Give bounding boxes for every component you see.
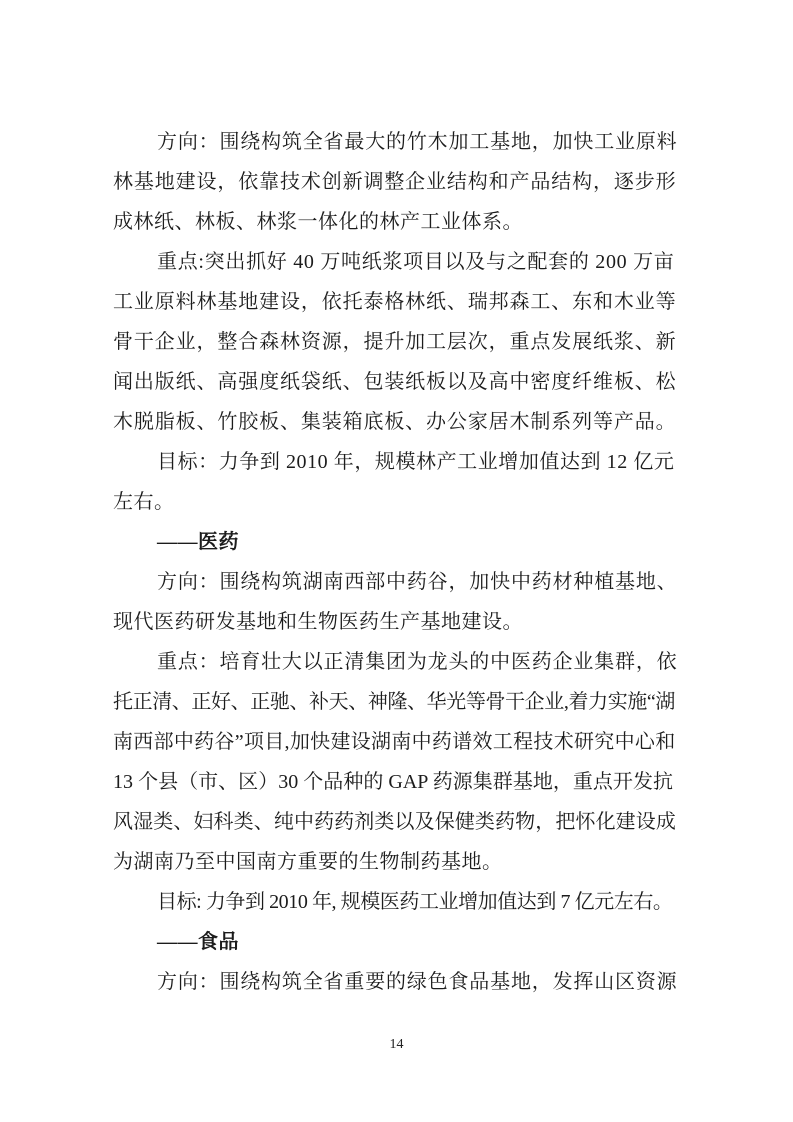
paragraph-text-line bbox=[113, 882, 690, 922]
text-run: 木脱脂板、竹胶板、集装箱底板、办公家居木制系列等产品。 bbox=[113, 411, 677, 433]
text-run: ——医药 bbox=[157, 531, 239, 553]
document-body bbox=[113, 122, 690, 1002]
paragraph-text-line bbox=[113, 762, 690, 802]
paragraph-text-line bbox=[113, 442, 690, 482]
paragraph-text-line bbox=[113, 682, 690, 722]
text-run: 目标: 力争到 2010 年, 规模医药工业增加值达到 7 亿元左右。 bbox=[157, 891, 673, 913]
text-run: 为湖南乃至中国南方重要的生物制药基地。 bbox=[113, 851, 503, 873]
text-run: ——食品 bbox=[157, 931, 239, 953]
text-run: 风湿类、妇科类、纯中药药剂类以及保健类药物，把怀化建设成 bbox=[113, 811, 676, 833]
paragraph-text-line bbox=[113, 602, 690, 642]
text-run: 左右。 bbox=[113, 491, 175, 513]
text-run: 重点：培育壮大以正清集团为龙头的中医药企业集群，依 bbox=[157, 651, 678, 673]
paragraph-text-line bbox=[113, 122, 690, 162]
page-number: 14 bbox=[389, 1037, 404, 1052]
paragraph-text-line bbox=[113, 722, 690, 762]
paragraph-text-line bbox=[113, 962, 690, 1002]
text-run: 成林纸、林板、林浆一体化的林产工业体系。 bbox=[113, 211, 523, 233]
paragraph-text-line bbox=[113, 562, 690, 602]
text-run: 方向：围绕构筑湖南西部中药谷，加快中药材种植基地、 bbox=[157, 571, 678, 593]
paragraph-text-line bbox=[113, 322, 690, 362]
text-run: 骨干企业，整合森林资源，提升加工层次，重点发展纸浆、新 bbox=[113, 331, 677, 353]
paragraph-text-line bbox=[113, 642, 690, 682]
text-run: 方向：围绕构筑全省重要的绿色食品基地，发挥山区资源 bbox=[157, 971, 678, 993]
section-heading-line bbox=[113, 522, 690, 562]
text-run: 现代医药研发基地和生物医药生产基地建设。 bbox=[113, 611, 523, 633]
paragraph-text-line bbox=[113, 482, 690, 522]
paragraph-text-line bbox=[113, 402, 690, 442]
paragraph-text-line bbox=[113, 802, 690, 842]
paragraph-text-line bbox=[113, 842, 690, 882]
section-heading-line bbox=[113, 922, 690, 962]
text-run: 方向：围绕构筑全省最大的竹木加工基地，加快工业原料 bbox=[157, 131, 678, 153]
text-run: 13 个县（市、区）30 个品种的 GAP 药源集群基地，重点开发抗 bbox=[113, 771, 673, 793]
text-run: 目标：力争到 2010 年，规模林产工业增加值达到 12 亿元 bbox=[157, 451, 675, 473]
text-run: 闻出版纸、高强度纸袋纸、包装纸板以及高中密度纤维板、松 bbox=[113, 371, 677, 393]
text-run: 重点:突出抓好 40 万吨纸浆项目以及与之配套的 200 万亩 bbox=[157, 251, 675, 273]
text-run: 托正清、正好、正驰、补天、神隆、华光等骨干企业,着力实施“湖 bbox=[113, 691, 675, 713]
paragraph-text-line bbox=[113, 282, 690, 322]
paragraph-text-line bbox=[113, 202, 690, 242]
paragraph-text-line bbox=[113, 242, 690, 282]
paragraph-text-line bbox=[113, 162, 690, 202]
text-run: 南西部中药谷”项目,加快建设湖南中药谱效工程技术研究中心和 bbox=[113, 731, 676, 753]
text-run: 工业原料林基地建设，依托泰格林纸、瑞邦森工、东和木业等 bbox=[113, 291, 677, 313]
text-run: 林基地建设，依靠技术创新调整企业结构和产品结构，逐步形 bbox=[113, 171, 677, 193]
paragraph-text-line bbox=[113, 362, 690, 402]
